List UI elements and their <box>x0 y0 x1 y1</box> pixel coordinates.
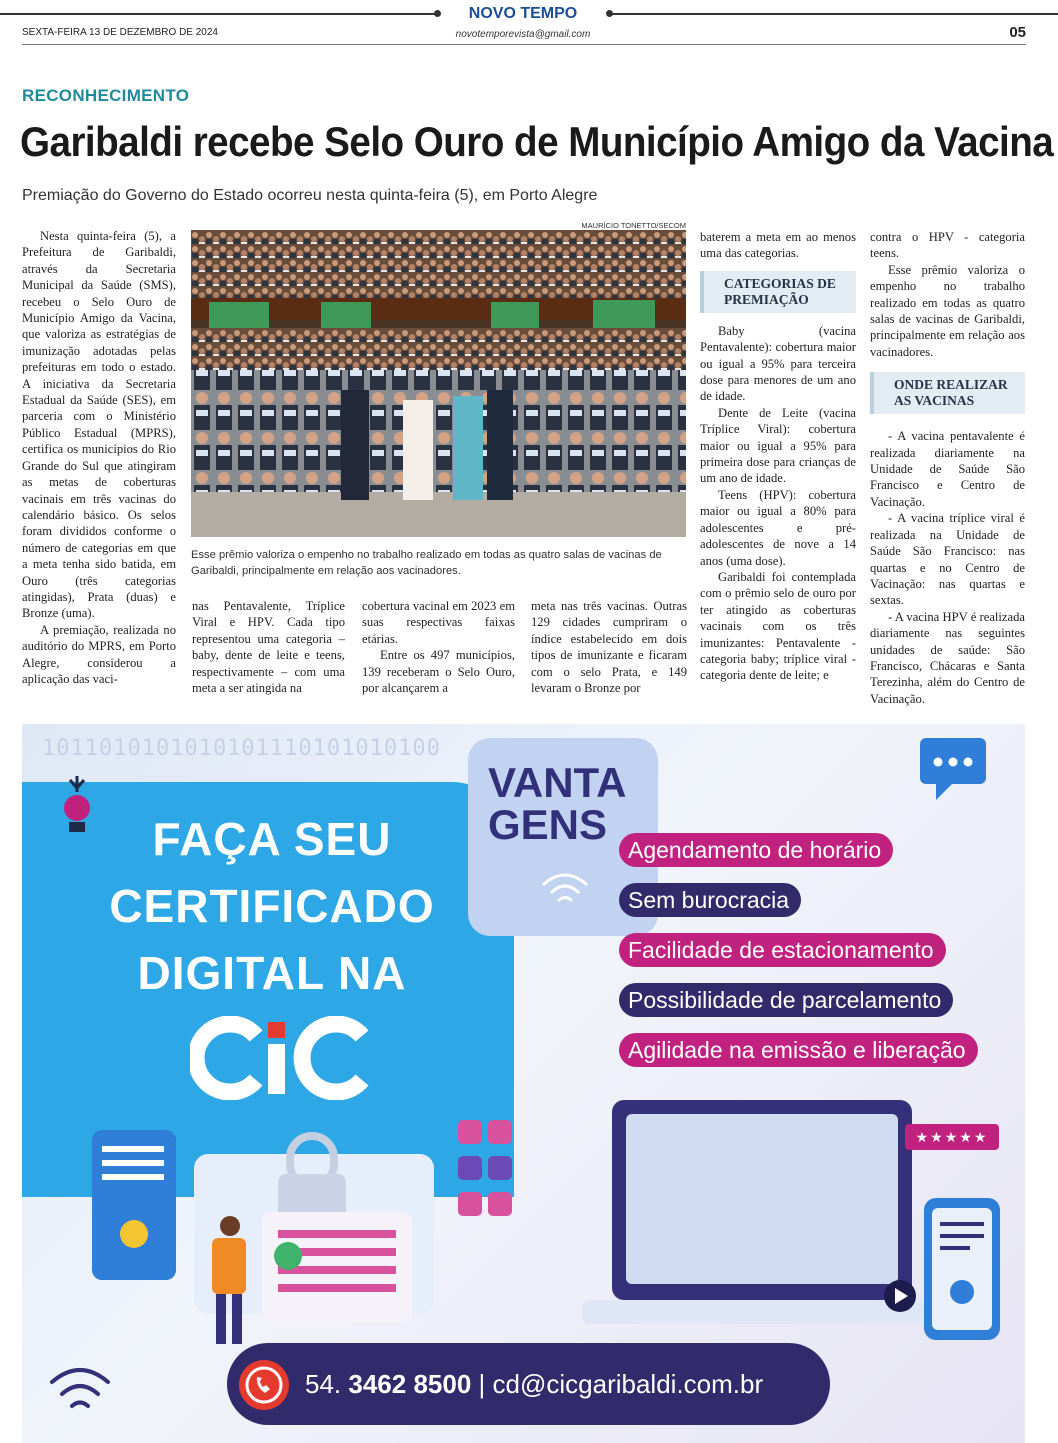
issue-date: SEXTA-FEIRA 13 DE DEZEMBRO DE 2024 <box>22 27 218 38</box>
paragraph-valoriza: Esse prêmio valoriza o empenho no trabalho realizado em todas as quatro salas de vacinas de Garibaldi, principalmente em relação aos vacinadores. <box>870 262 1025 359</box>
paragraph-municipalities-part-1: Entre os 497 municípios, 139 receberam o Selo Ouro, por alcançarem a <box>362 648 515 696</box>
cic-logo <box>190 1016 370 1100</box>
article-subhead: Premiação do Governo do Estado ocorreu nesta quinta-feira (5), em Porto Alegre <box>22 187 598 204</box>
certificate-illustration <box>82 1116 552 1356</box>
categories-box-heading: CATEGORIAS DE PREMIAÇÃO <box>700 271 856 313</box>
phone-handset-icon <box>239 1360 289 1410</box>
benefit-fast-issuance: Agilidade na emissão e liberação <box>619 1033 978 1067</box>
ad-title-line-1: FAÇA SEU <box>152 813 392 865</box>
lightbulb-icon <box>62 770 92 840</box>
article-column-4 <box>531 598 687 696</box>
where-pentavalente: - A vacina pentavalente é realizada diariamente na Unidade de Saúde São Francisco e Centro de Vacinação. <box>870 429 1025 509</box>
contact-bar[interactable] <box>227 1343 830 1425</box>
contact-email[interactable]: cd@cicgaribaldi.com.br <box>492 1369 764 1399</box>
event-photo <box>191 230 686 537</box>
article-column-2 <box>192 598 345 696</box>
article-column-6 <box>870 229 1025 707</box>
article-column-3 <box>362 598 515 696</box>
publication-brand: NOVO TEMPO <box>468 5 578 22</box>
paragraph-intro: Nesta quinta-feira (5), a Prefeitura de Garibaldi, através da Secretaria Municipal da Saúde (SMS), recebeu o Selo Ouro de Município Amigo da Vacina, que valoriza as estratégias de imunização adotadas pelas prefeituras em todo o estado. A iniciativa da Secretaria Estadual da Saúde (SES), em parceria com o Ministério Público Estadual (MPRS), certifica os municípios do Rio Grande do Sul que atingiram as metas de coberturas vacinais em três vacinas do calendário básico. Os selos foram divididos conforme o número de categorias em que a meta tenha sido batida, em Ouro (três categorias atingidas), Prata (duas) e Bronze (uma). <box>22 229 176 621</box>
category-dente-de-leite: Dente de Leite (vacina Tríplice Viral): cobertura maior ou igual a 95% para primeira dose para crianças de um ano de idade. <box>700 405 856 486</box>
rating-stars: ★★★★★ <box>905 1124 999 1150</box>
benefit-installments: Possibilidade de parcelamento <box>619 983 953 1017</box>
cic-advertisement[interactable] <box>22 724 1025 1443</box>
ad-title-line-3: DIGITAL NA <box>137 947 407 999</box>
article-column-1 <box>22 228 176 687</box>
section-label: RECONHECIMENTO <box>22 86 190 105</box>
benefit-no-bureaucracy: Sem burocracia <box>619 883 801 917</box>
header-rule-left <box>0 13 438 15</box>
whatsapp-icon[interactable] <box>239 1360 289 1410</box>
chat-bubble-icon <box>918 736 990 802</box>
phone-area-code: 54. <box>305 1369 342 1399</box>
paragraph-municipalities-part-2: meta nas três vacinas. Outras 129 cidades cumpriram o índice estabelecido em dois tipos de imunizante e ficaram com o selo Prata, e 149 levaram o Bronze por <box>531 599 687 696</box>
paragraph-award-part-2: nas Pentavalente, Tríplice Viral e HPV. Cada tipo representou uma categoria – baby, dente de leite e teens, respectivamente – com uma meta a ser atingida na <box>192 599 345 696</box>
header-rule-right <box>610 13 1058 15</box>
wifi-icon <box>540 870 590 910</box>
where-box-heading: ONDE REALIZAR AS VACINAS <box>870 372 1025 414</box>
contact-separator: | <box>478 1369 486 1399</box>
advantages-title-line-2: GENS <box>488 801 608 848</box>
article-headline: Garibaldi recebe Selo Ouro de Município Amigo da Vacina <box>20 118 1054 165</box>
page-number: 05 <box>1009 24 1026 41</box>
phone-number[interactable]: 3462 8500 <box>348 1369 472 1399</box>
advantages-title-line-1: VANTA <box>488 759 627 806</box>
article-column-5 <box>700 229 856 684</box>
photo-caption: Esse prêmio valoriza o empenho no trabalho realizado em todas as quatro salas de vacinas de Garibaldi, principalmente em relação aos vacinadores. <box>191 549 662 577</box>
paragraph-contemplada-part-1: Garibaldi foi contemplada com o prêmio selo de ouro por ter atingido as coberturas vacinais com os três imunizantes: Pentavalente - categoria baby; tríplice viral - categoria dente de leite; e <box>700 569 856 683</box>
auditorium-group-photo <box>191 230 686 537</box>
where-triplice: - A vacina tríplice viral é realizada na Unidade de Saúde São Francisco: nas quartas e no Centro de Vacinação: nas quartas e sextas. <box>870 511 1025 608</box>
paragraph-award-part-3: cobertura vacinal em 2023 em suas respectivas faixas etárias. <box>362 599 515 646</box>
ad-title-line-2: CERTIFICADO <box>109 880 435 932</box>
benefit-parking: Facilidade de estacionamento <box>619 933 946 967</box>
category-baby: Baby (vacina Pentavalente): cobertura maior ou igual a 95% para terceira dose para menores de um ano de idade. <box>700 323 856 404</box>
publication-email[interactable]: novotemporevista@gmail.com <box>455 29 591 40</box>
category-teens: Teens (HPV): cobertura maior ou igual a 80% para adolescentes e pré-adolescentes de nove a 14 anos (uma dose). <box>700 487 856 568</box>
paragraph-municipalities-part-3: baterem a meta em ao menos uma das categorias. <box>700 230 856 261</box>
where-hpv: - A vacina HPV é realizada diariamente nas seguintes unidades de saúde: São Francisco, Chácaras e Santa Terezinha, além do Centro de Vacinação. <box>870 609 1025 706</box>
photo-credit: MAURÍCIO TONETTO/SECOM <box>581 221 686 230</box>
benefit-scheduling: Agendamento de horário <box>619 833 893 867</box>
header-divider <box>22 44 1026 45</box>
smartphone-illustration <box>922 1196 1006 1346</box>
paragraph-contemplada-part-2: contra o HPV - categoria teens. <box>870 230 1025 261</box>
ad-binary-decoration: 1011010101010101110101010100 <box>42 736 441 761</box>
signal-icon <box>48 1364 112 1418</box>
paragraph-award-part-1: A premiação, realizada no auditório do MPRS, em Porto Alegre, considerou a aplicação das vaci- <box>22 622 176 686</box>
